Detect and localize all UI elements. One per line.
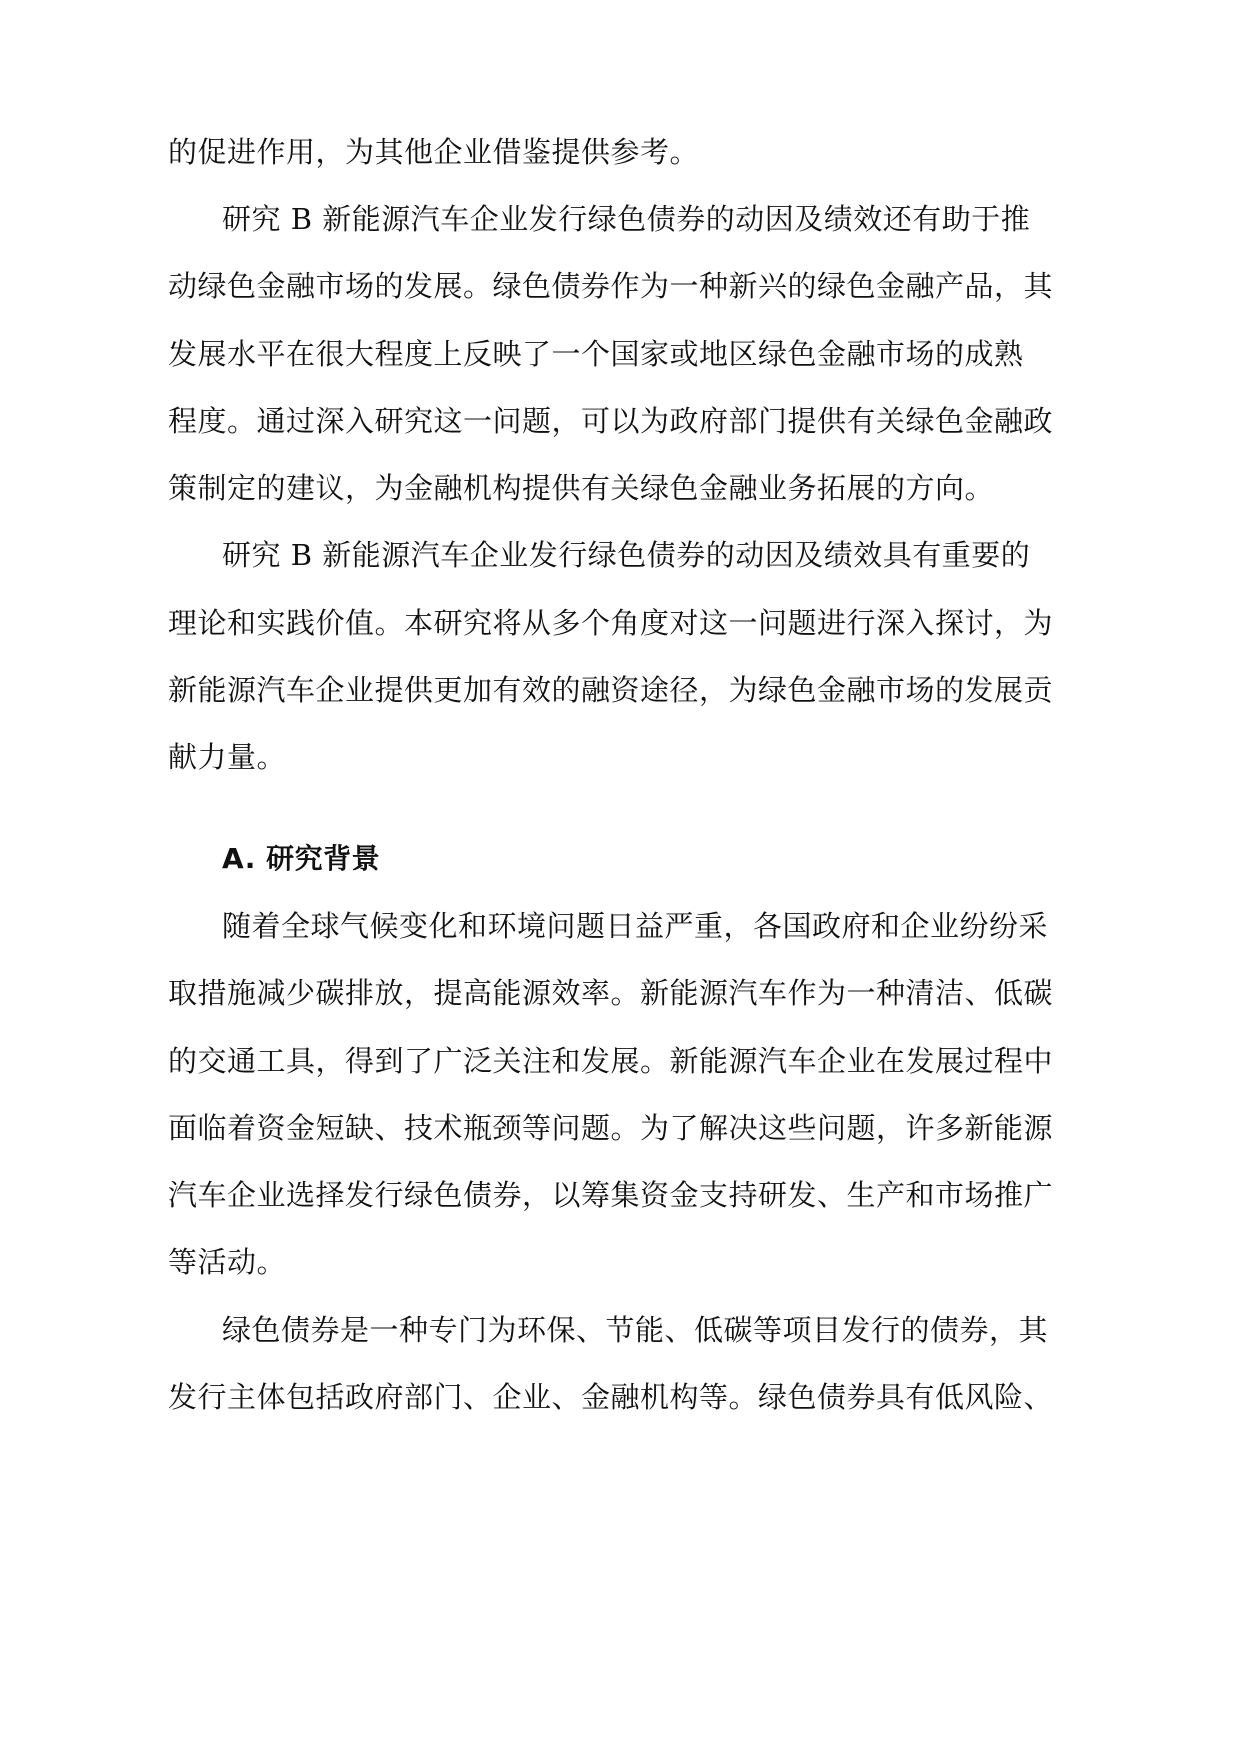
paragraph-4-line-2: 取措施减少碳排放，提高能源效率。新能源汽车作为一种清洁、低碳 — [168, 976, 1054, 1010]
paragraph-4-line-6: 等活动。 — [168, 1245, 287, 1279]
paragraph-4-line-3: 的交通工具，得到了广泛关注和发展。新能源汽车企业在发展过程中 — [168, 1044, 1054, 1078]
paragraph-3-line-3: 新能源汽车企业提供更加有效的融资途径，为绿色金融市场的发展贡 — [168, 673, 1054, 707]
paragraph-3-line-1: 研究 B 新能源汽车企业发行绿色债券的动因及绩效具有重要的 — [222, 538, 1031, 572]
paragraph-2-line-2: 动绿色金融市场的发展。绿色债券作为一种新兴的绿色金融产品，其 — [168, 269, 1054, 303]
section-heading: A. 研究背景 — [222, 842, 381, 875]
paragraph-2-line-1: 研究 B 新能源汽车企业发行绿色债券的动因及绩效还有助于推 — [222, 202, 1031, 236]
paragraph-2-line-5: 策制定的建议，为金融机构提供有关绿色金融业务拓展的方向。 — [168, 471, 995, 505]
paragraph-5-line-2: 发行主体包括政府部门、企业、金融机构等。绿色债券具有低风险、 — [168, 1380, 1054, 1414]
paragraph-4-line-5: 汽车企业选择发行绿色债券，以筹集资金支持研发、生产和市场推广 — [168, 1178, 1054, 1212]
paragraph-4-line-4: 面临着资金短缺、技术瓶颈等问题。为了解决这些问题，许多新能源 — [168, 1111, 1054, 1145]
paragraph-5-line-1: 绿色债券是一种专门为环保、节能、低碳等项目发行的债券，其 — [222, 1313, 1049, 1347]
paragraph-3-line-2: 理论和实践价值。本研究将从多个角度对这一问题进行深入探讨，为 — [168, 606, 1054, 640]
paragraph-3-line-4: 献力量。 — [168, 740, 287, 774]
paragraph-2-line-3: 发展水平在很大程度上反映了一个国家或地区绿色金融市场的成熟 — [168, 337, 1024, 371]
paragraph-4-line-1: 随着全球气候变化和环境问题日益严重，各国政府和企业纷纷采 — [222, 909, 1049, 943]
paragraph-2-line-4: 程度。通过深入研究这一问题，可以为政府部门提供有关绿色金融政 — [168, 404, 1054, 438]
paragraph-1-line-1: 的促进作用，为其他企业借鉴提供参考。 — [168, 135, 700, 169]
